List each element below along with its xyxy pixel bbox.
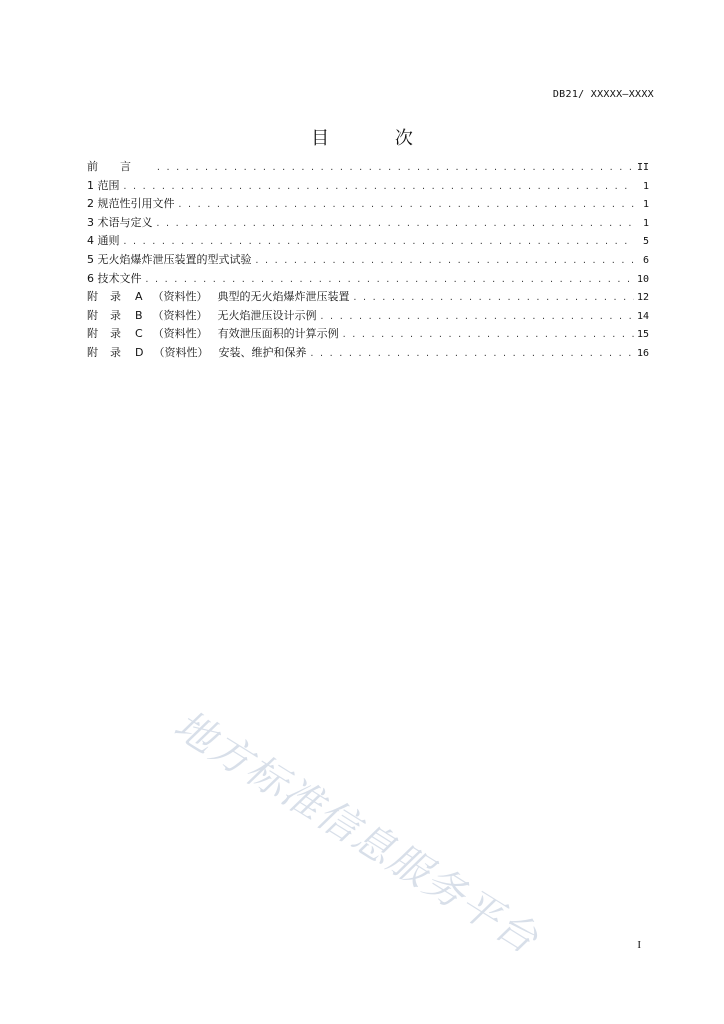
appendix-word: 附录 (87, 345, 133, 359)
toc-entry-page: 15 (636, 329, 649, 341)
leader-dots (156, 159, 634, 177)
appendix-letter: C (135, 327, 143, 341)
toc-entry-page: 5 (642, 236, 649, 248)
appendix-title: 典型的无火焰爆炸泄压装置 (217, 290, 350, 304)
appendix-type: （资料性） (152, 327, 208, 341)
appendix-title: 有效泄压面积的计算示例 (217, 327, 339, 341)
toc-entry-section-5[interactable] (87, 251, 649, 270)
leader-dots (123, 233, 635, 251)
appendix-word: 附录 (87, 290, 133, 304)
toc-entry-page: 1 (642, 180, 649, 192)
toc-entry-page: 1 (642, 217, 649, 229)
toc-entry-section-2[interactable] (87, 195, 649, 214)
toc-entry-section-4[interactable] (87, 232, 649, 251)
leader-dots (123, 178, 635, 196)
leader-dots (320, 308, 634, 326)
toc-entry-label: 4 通则 (87, 234, 120, 248)
appendix-title: 安装、维护和保养 (218, 345, 307, 359)
appendix-type: （资料性） (152, 290, 208, 304)
toc-entry-label: 3 术语与定义 (87, 215, 153, 229)
toc-entry-page: 6 (642, 254, 649, 266)
toc-entry-page: 1 (642, 199, 649, 211)
toc-entry-label: 5 无火焰爆炸泄压装置的型式试验 (87, 252, 252, 266)
toc-entry-page: 14 (636, 310, 649, 322)
leader-dots (178, 196, 635, 214)
toc-entry-section-6[interactable] (87, 270, 649, 289)
toc-entry-page: II (636, 162, 649, 173)
toc-entry-label (87, 344, 306, 363)
toc-entry-page: 16 (636, 347, 649, 359)
toc-entry-section-3[interactable] (87, 214, 649, 233)
appendix-letter: A (135, 290, 143, 304)
leader-dots (255, 252, 635, 270)
toc-entry-appendix-b[interactable] (87, 307, 649, 326)
toc-entry-label: 1 范围 (87, 178, 120, 192)
toc-entry-label (87, 325, 339, 344)
toc-entry-appendix-d[interactable] (87, 344, 649, 363)
toc-entry-preface[interactable] (87, 158, 649, 177)
toc-entry-label: 6 技术文件 (87, 271, 142, 285)
leader-dots (309, 345, 633, 363)
leader-dots (353, 289, 634, 307)
watermark-text: 地方标准信息服务平台 (165, 701, 547, 964)
toc-entry-label: 2 规范性引用文件 (87, 197, 175, 211)
appendix-letter: D (135, 345, 144, 359)
toc-entry-label (87, 288, 350, 307)
toc-entry-label: 前言 (87, 160, 153, 173)
page-number: I (637, 939, 641, 951)
appendix-word: 附录 (87, 308, 133, 322)
appendix-word: 附录 (87, 327, 133, 341)
toc-entry-appendix-c[interactable] (87, 325, 649, 344)
toc-title: 目 次 (311, 128, 443, 149)
toc-entry-page: 10 (636, 273, 649, 285)
toc-entry-page: 12 (636, 292, 649, 304)
appendix-title: 无火焰泄压设计示例 (217, 308, 317, 322)
table-of-contents (87, 158, 649, 363)
leader-dots (156, 215, 635, 233)
appendix-type: （资料性） (153, 345, 209, 359)
leader-dots (342, 326, 634, 344)
toc-entry-appendix-a[interactable] (87, 288, 649, 307)
appendix-letter: B (135, 308, 143, 322)
toc-entry-label (87, 307, 317, 326)
document-code: DB21/ XXXXX—XXXX (552, 89, 654, 100)
appendix-type: （资料性） (152, 308, 208, 322)
toc-entry-section-1[interactable] (87, 177, 649, 196)
leader-dots (145, 271, 634, 289)
